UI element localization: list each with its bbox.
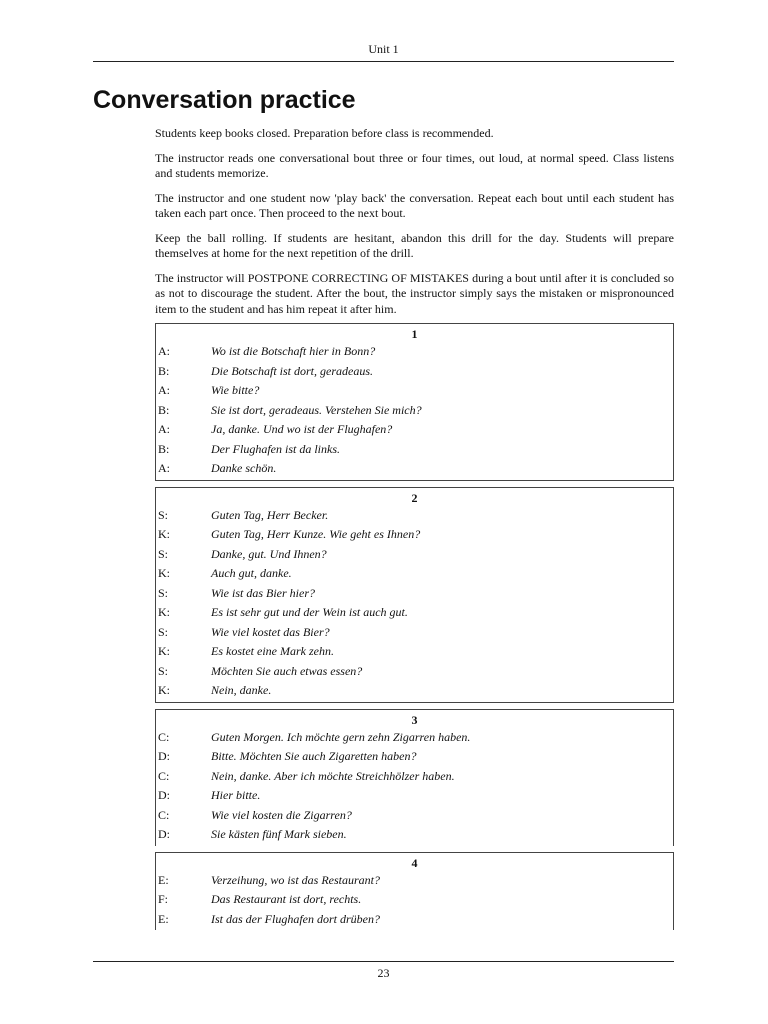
- speaker-label: A:: [158, 383, 170, 397]
- dialog-line: [156, 342, 673, 362]
- page-number: 23: [377, 966, 390, 980]
- utterance: Ja, danke. Und wo ist der Flughafen?: [211, 422, 393, 436]
- dialog-box-2: [155, 487, 674, 703]
- speaker-label: D:: [158, 788, 170, 802]
- speaker-label: C:: [158, 807, 170, 822]
- dialog-line: [156, 681, 673, 701]
- speaker-label: E:: [158, 872, 169, 887]
- speaker-label: D:: [158, 827, 170, 841]
- speaker-label: E:: [158, 911, 169, 926]
- speaker-label: A:: [158, 344, 170, 358]
- utterance: Möchten Sie auch etwas essen?: [211, 663, 363, 678]
- utterance: Nein, danke. Aber ich möchte Streichhölzer haben.: [211, 768, 455, 783]
- dialog-number: 2: [411, 490, 418, 505]
- utterance: Guten Tag, Herr Kunze. Wie geht es Ihnen?: [211, 527, 421, 541]
- utterance: Das Restaurant ist dort, rechts.: [211, 892, 362, 906]
- dialog-number: 1: [411, 327, 418, 341]
- dialog-line: [156, 584, 673, 604]
- speaker-label: K:: [158, 527, 170, 541]
- dialog-line: [156, 728, 673, 748]
- dialog-line: [156, 603, 673, 623]
- speaker-label: K:: [158, 566, 170, 580]
- speaker-label: S:: [158, 624, 169, 639]
- utterance: Sie ist dort, geradeaus. Verstehen Sie mich?: [211, 402, 422, 417]
- dialog-line: [156, 786, 673, 806]
- dialog-line: [156, 662, 673, 682]
- dialog-line: [156, 642, 673, 662]
- speaker-label: C:: [158, 729, 170, 744]
- utterance: Ist das der Flughafen dort drüben?: [211, 911, 380, 926]
- dialog-line: [156, 381, 673, 401]
- dialog-box-3: [155, 709, 674, 846]
- dialog-line: [156, 440, 673, 460]
- dialog-line: [156, 506, 673, 526]
- utterance: Guten Tag, Herr Becker.: [211, 507, 329, 522]
- speaker-label: K:: [158, 644, 170, 658]
- speaker-label: B:: [158, 402, 170, 417]
- running-title: Unit 1: [368, 42, 399, 56]
- utterance: Wo ist die Botschaft hier in Bonn?: [211, 344, 376, 358]
- dialog-number: 3: [411, 712, 418, 727]
- utterance: Guten Morgen. Ich möchte gern zehn Zigarren haben.: [211, 729, 471, 744]
- utterance: Nein, danke.: [211, 683, 272, 697]
- dialog-line: [156, 825, 673, 845]
- utterance: Wie ist das Bier hier?: [211, 585, 315, 600]
- utterance: Verzeihung, wo ist das Restaurant?: [211, 872, 381, 887]
- dialog-line: [156, 545, 673, 565]
- utterance: Auch gut, danke.: [211, 566, 292, 580]
- speaker-label: K:: [158, 605, 170, 619]
- instruction-paragraph: The instructor and one student now 'play back' the conversation. Repeat each bout until each student has taken each part once. Then proceed to the next bout.: [155, 190, 674, 220]
- dialog-line: [156, 564, 673, 584]
- speaker-label: S:: [158, 546, 169, 561]
- speaker-label: C:: [158, 768, 170, 783]
- instruction-paragraph: The instructor reads one conversational bout three or four times, out loud, at normal speed. Class listens and students memorize.: [155, 150, 674, 180]
- dialog-line: [156, 623, 673, 643]
- utterance: Danke schön.: [211, 461, 277, 475]
- dialog-line: [156, 806, 673, 826]
- utterance: Wie viel kosten die Zigarren?: [211, 807, 352, 822]
- dialog-line: [156, 871, 673, 891]
- utterance: Wie viel kostet das Bier?: [211, 624, 330, 639]
- dialog-line: [156, 525, 673, 545]
- dialog-list: [155, 323, 674, 936]
- dialog-line: [156, 459, 673, 479]
- utterance: Hier bitte.: [211, 788, 261, 802]
- dialog-line: [156, 890, 673, 910]
- speaker-label: S:: [158, 507, 169, 522]
- dialog-line: [156, 362, 673, 382]
- speaker-label: B:: [158, 441, 170, 456]
- utterance: Es ist sehr gut und der Wein ist auch gut.: [211, 605, 408, 619]
- utterance: Wie bitte?: [211, 383, 260, 397]
- speaker-label: F:: [158, 892, 169, 906]
- dialog-line: [156, 420, 673, 440]
- utterance: Danke, gut. Und Ihnen?: [211, 546, 327, 561]
- speaker-label: S:: [158, 585, 169, 600]
- page-footer: [93, 961, 674, 981]
- speaker-label: A:: [158, 422, 170, 436]
- utterance: Es kostet eine Mark zehn.: [211, 644, 334, 658]
- utterance: Bitte. Möchten Sie auch Zigaretten haben?: [211, 749, 417, 763]
- speaker-label: D:: [158, 749, 170, 763]
- instruction-paragraph: Students keep books closed. Preparation before class is recommended.: [155, 126, 494, 140]
- dialog-line: [156, 910, 673, 930]
- speaker-label: A:: [158, 461, 170, 475]
- instructions: [155, 126, 674, 326]
- dialog-number: 4: [411, 855, 418, 870]
- page-title: Conversation practice: [93, 86, 356, 114]
- instruction-paragraph: The instructor will POSTPONE CORRECTING OF MISTAKES during a bout until after it is concluded so as not to discourage the student. After the bout, the instructor simply says the mistaken or mispronounced item to the student and has him repeat it after him.: [155, 270, 674, 316]
- dialog-line: [156, 747, 673, 767]
- dialog-box-1: [155, 323, 674, 481]
- dialog-line: [156, 767, 673, 787]
- dialog-box-4: [155, 852, 674, 931]
- utterance: Der Flughafen ist da links.: [211, 441, 340, 456]
- utterance: Die Botschaft ist dort, geradeaus.: [211, 363, 373, 378]
- utterance: Sie kästen fünf Mark sieben.: [211, 827, 347, 841]
- instruction-paragraph: Keep the ball rolling. If students are hesitant, abandon this drill for the day. Students will prepare themselves at home for the next repetition of the drill.: [155, 230, 674, 260]
- dialog-line: [156, 401, 673, 421]
- speaker-label: K:: [158, 683, 170, 697]
- speaker-label: B:: [158, 363, 170, 378]
- running-header: [93, 41, 674, 62]
- speaker-label: S:: [158, 663, 169, 678]
